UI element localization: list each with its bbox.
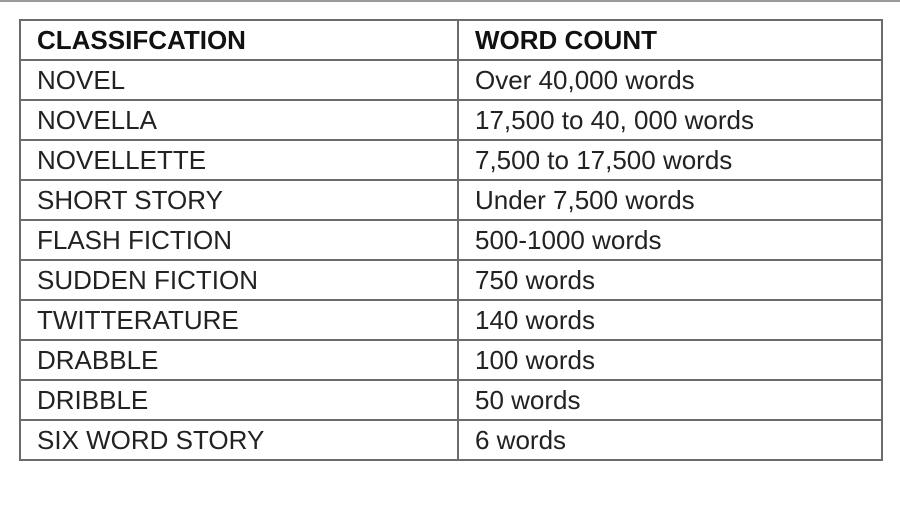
table-row	[20, 300, 882, 340]
classification-cell: TWITTERATURE	[20, 300, 458, 340]
classification-cell: DRIBBLE	[20, 380, 458, 420]
table-row	[20, 340, 882, 380]
word-count-cell: 750 words	[458, 260, 882, 300]
word-count-cell: 100 words	[458, 340, 882, 380]
top-divider	[0, 0, 900, 2]
table-row	[20, 140, 882, 180]
column-header-classification: CLASSIFCATION	[20, 20, 458, 60]
table-row	[20, 60, 882, 100]
classification-cell: SIX WORD STORY	[20, 420, 458, 460]
classification-cell: NOVELLETTE	[20, 140, 458, 180]
table-row	[20, 260, 882, 300]
table-header-row	[20, 20, 882, 60]
classification-cell: SUDDEN FICTION	[20, 260, 458, 300]
word-count-cell: 6 words	[458, 420, 882, 460]
classification-cell: NOVEL	[20, 60, 458, 100]
classification-cell: NOVELLA	[20, 100, 458, 140]
classification-cell: DRABBLE	[20, 340, 458, 380]
word-count-cell: 50 words	[458, 380, 882, 420]
classification-cell: SHORT STORY	[20, 180, 458, 220]
table-row	[20, 180, 882, 220]
word-count-table	[19, 19, 883, 461]
table-row	[20, 220, 882, 260]
column-header-word-count: WORD COUNT	[458, 20, 882, 60]
word-count-cell: 7,500 to 17,500 words	[458, 140, 882, 180]
word-count-cell: 140 words	[458, 300, 882, 340]
word-count-cell: 500-1000 words	[458, 220, 882, 260]
word-count-cell: Under 7,500 words	[458, 180, 882, 220]
word-count-cell: Over 40,000 words	[458, 60, 882, 100]
word-count-cell: 17,500 to 40, 000 words	[458, 100, 882, 140]
classification-cell: FLASH FICTION	[20, 220, 458, 260]
table-row	[20, 100, 882, 140]
table-row	[20, 380, 882, 420]
table-row	[20, 420, 882, 460]
